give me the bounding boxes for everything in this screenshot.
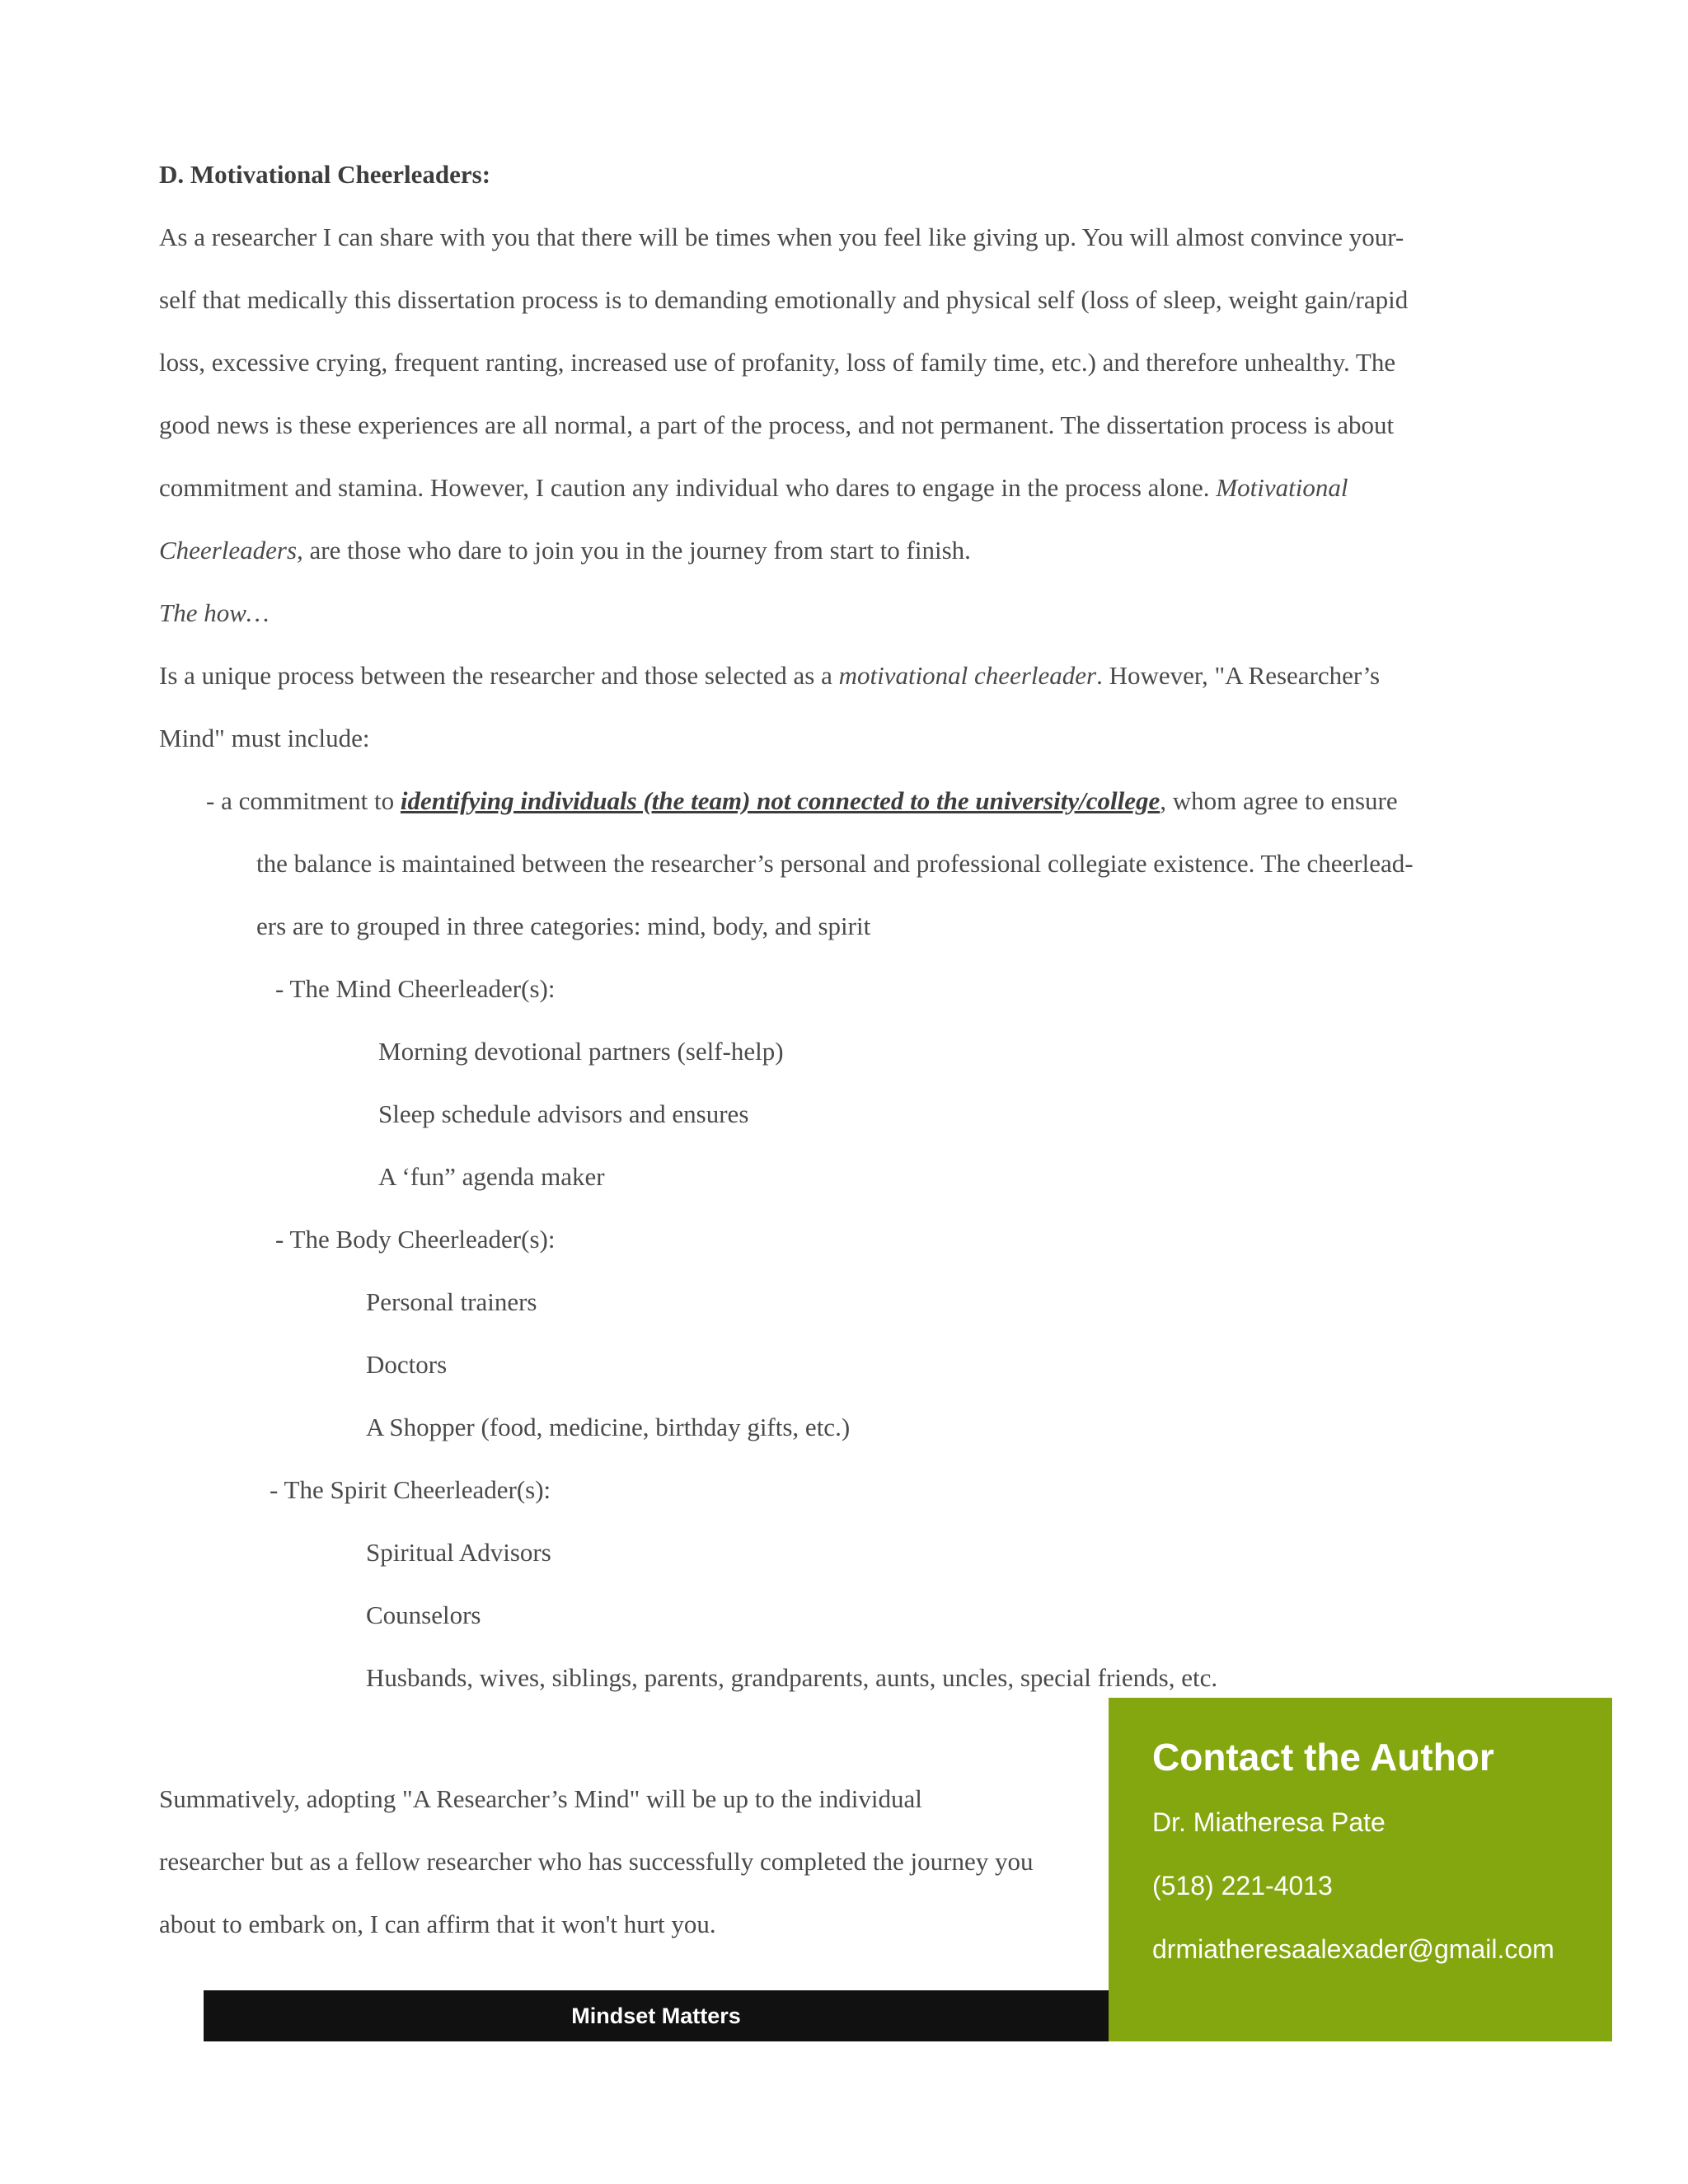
contact-author-box: [1109, 1698, 1612, 2041]
how-line-1-italic: motivational cheerleader: [838, 661, 1097, 690]
intro-line-5: [159, 471, 1348, 504]
spirit-group-label: - The Spirit Cheerleader(s):: [270, 1475, 551, 1504]
intro-line-5-text: commitment and stamina. However, I caution any individual who dares to engage in the process alone.: [159, 473, 1217, 502]
intro-line-5-italic: Motivational: [1216, 473, 1348, 502]
body-item: Doctors: [366, 1350, 448, 1379]
body-item: Personal trainers: [366, 1287, 537, 1316]
footer-bar: [204, 1990, 1109, 2041]
contact-name: Dr. Miatheresa Pate: [1152, 1807, 1386, 1837]
contact-title: Contact the Author: [1152, 1736, 1494, 1779]
body-group-label: - The Body Cheerleader(s):: [275, 1225, 556, 1254]
how-line-1-b: . However, "A Researcher’s: [1096, 661, 1381, 690]
mind-item: Morning devotional partners (self-help): [378, 1037, 784, 1066]
bullet-emphasis: identifying individuals (the team) not connected to the university/college: [400, 786, 1160, 815]
the-how-label: The how…: [159, 598, 270, 627]
bullet-suffix: , whom agree to ensure: [1160, 786, 1398, 815]
summary-line-2: researcher but as a fellow researcher who has successfully completed the journey you: [159, 1847, 1034, 1876]
intro-line-6-italic: Cheerleaders,: [159, 536, 303, 565]
bullet-line-3: ers are to grouped in three categories: mind, body, and spirit: [256, 912, 871, 940]
bullet-line-1: [206, 785, 1398, 818]
bullet-prefix: - a commitment to: [206, 786, 401, 815]
section-heading: D. Motivational Cheerleaders:: [159, 160, 491, 189]
how-line-1-a: Is a unique process between the researcher and those selected as a: [159, 661, 839, 690]
intro-line-6-text: are those who dare to join you in the journey from start to finish.: [302, 536, 971, 565]
intro-line-4: good news is these experiences are all normal, a part of the process, and not permanent. The dissertation process is about: [159, 410, 1395, 439]
spirit-item: Husbands, wives, siblings, parents, grandparents, aunts, uncles, special friends, etc.: [366, 1663, 1218, 1692]
contact-phone[interactable]: (518) 221-4013: [1152, 1871, 1333, 1900]
spirit-item: Spiritual Advisors: [366, 1538, 551, 1567]
spirit-item: Counselors: [366, 1601, 481, 1629]
summary-line-3: about to embark on, I can affirm that it won't hurt you.: [159, 1910, 716, 1938]
mind-group-label: - The Mind Cheerleader(s):: [275, 974, 556, 1003]
intro-line-6: [159, 534, 971, 567]
how-line-2: Mind" must include:: [159, 724, 370, 752]
how-line-1: [159, 659, 1380, 692]
contact-email[interactable]: drmiatheresaalexader@gmail.com: [1152, 1934, 1554, 1964]
summary-line-1: Summatively, adopting "A Researcher’s Mind" will be up to the individual: [159, 1784, 922, 1813]
intro-line-3: loss, excessive crying, frequent ranting, increased use of profanity, loss of family time, etc.) and therefore unhealthy. The: [159, 348, 1396, 377]
intro-line-1: As a researcher I can share with you that there will be times when you feel like giving up. You will almost convince your-: [159, 223, 1404, 251]
footer-label: Mindset Matters: [571, 2004, 741, 2028]
bullet-line-2: the balance is maintained between the researcher’s personal and professional collegiate existence. The cheerlead-: [256, 849, 1414, 878]
mind-item: Sleep schedule advisors and ensures: [378, 1099, 749, 1128]
body-item: A Shopper (food, medicine, birthday gifts, etc.): [366, 1413, 851, 1441]
mind-item: A ‘fun” agenda maker: [378, 1162, 605, 1191]
intro-line-2: self that medically this dissertation process is to demanding emotionally and physical self (loss of sleep, weight gain/rapid: [159, 285, 1409, 314]
